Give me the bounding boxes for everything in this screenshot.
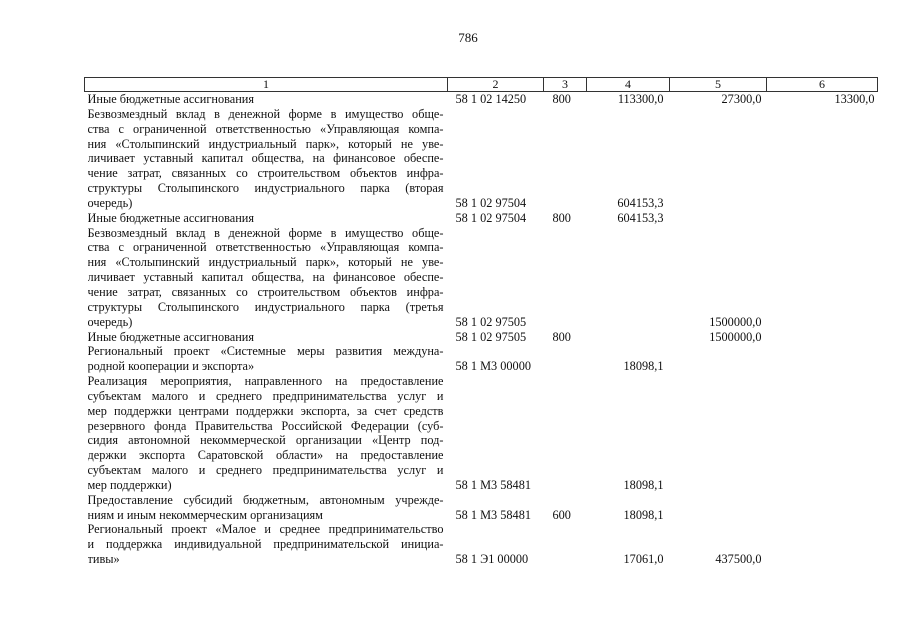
row-description (85, 522, 448, 567)
row-description (85, 374, 448, 493)
amount-col-4 (587, 330, 670, 345)
description-line: Предоставление субсидий бюджетным, автономным учрежде- (87, 492, 444, 507)
row-description (85, 493, 448, 523)
description-line: ния «Столыпинский индустриальный парк», который не уве- (87, 255, 444, 270)
amount-col-5: 27300,0 (721, 92, 762, 106)
expense-type (544, 344, 587, 374)
amount-col-4: 113300,0 (617, 92, 664, 106)
table-row (85, 107, 878, 211)
description-line: очередь) (87, 195, 133, 210)
header-col-4: 4 (587, 78, 670, 92)
expense-type: 800 (552, 210, 571, 225)
description-line: держки экспорта Саратовской области» на предоставление (87, 448, 444, 463)
description-line: Безвозмездный вклад в денежной форме в имущество обще- (87, 225, 444, 240)
classification-code: 58 1 02 14250 (455, 92, 527, 106)
description-line: субъектам малого и среднего предпринимательства услуг и (87, 388, 444, 403)
description-line: очередь) (87, 314, 133, 329)
amount-col-4: 18098,1 (623, 507, 664, 522)
description-line: резервного фонда Правительства Российской Федерации (суб- (87, 418, 444, 433)
amount-col-4 (587, 226, 670, 330)
classification-code: 58 1 02 97505 (455, 329, 527, 344)
description-line: родной кооперации и экспорта» (87, 359, 255, 374)
description-line: субъектам малого и среднего предпринимательства услуг и (87, 463, 444, 478)
amount-col-6 (767, 493, 878, 523)
amount-col-5 (670, 344, 767, 374)
amount-col-5: 437500,0 (715, 552, 762, 567)
header-col-5: 5 (670, 78, 767, 92)
description-line: ства с ограниченной ответственностью «Управляющая компа- (87, 121, 444, 136)
amount-col-6 (767, 211, 878, 226)
amount-col-5 (670, 211, 767, 226)
amount-col-4: 18098,1 (623, 477, 664, 492)
classification-code: 58 1 М3 58481 (455, 477, 531, 492)
header-col-3: 3 (544, 78, 587, 92)
table-row (85, 92, 878, 107)
description-line: ства с ограниченной ответственностью «Управляющая компа- (87, 240, 444, 255)
expense-type (544, 522, 587, 567)
header-col-1: 1 (85, 78, 448, 92)
amount-col-5 (670, 107, 767, 211)
table-row (85, 374, 878, 493)
row-description (85, 211, 448, 226)
expense-type: 800 (552, 329, 571, 344)
row-description (85, 344, 448, 374)
amount-col-6 (767, 107, 878, 211)
table-row (85, 330, 878, 345)
amount-col-5 (670, 374, 767, 493)
table-row (85, 493, 878, 523)
amount-col-6 (767, 522, 878, 567)
description-line: мер поддержки) (87, 477, 172, 492)
description-line: Иные бюджетные ассигнования (87, 210, 255, 225)
table-row (85, 211, 878, 226)
classification-code: 58 1 Э1 00000 (455, 552, 529, 567)
expense-type (544, 374, 587, 493)
description-line: и поддержка индивидуальной предпринимательской инициа- (87, 537, 444, 552)
description-line: структуры Столыпинского индустриального парка (третья (87, 299, 444, 314)
description-line: Безвозмездный вклад в денежной форме в имущество обще- (87, 106, 444, 121)
expense-type (544, 226, 587, 330)
description-line: Иные бюджетные ассигнования (87, 329, 255, 344)
header-col-2: 2 (448, 78, 544, 92)
table-row (85, 226, 878, 330)
description-line: личивает уставный капитал общества, на финансовое обеспе- (87, 151, 444, 166)
row-description (85, 330, 448, 345)
classification-code: 58 1 02 97505 (455, 314, 527, 329)
expense-type (544, 107, 587, 211)
amount-col-4: 604153,3 (617, 210, 664, 225)
description-line: личивает уставный капитал общества, на финансовое обеспе- (87, 270, 444, 285)
header-col-6: 6 (767, 78, 878, 92)
description-line: Региональный проект «Малое и среднее предпринимательство (87, 522, 444, 537)
amount-col-6 (767, 330, 878, 345)
budget-table (84, 77, 878, 567)
row-description (85, 107, 448, 211)
description-line: структуры Столыпинского индустриального парка (вторая (87, 181, 444, 196)
table-row (85, 522, 878, 567)
description-line: тивы» (87, 552, 120, 567)
amount-col-6 (767, 344, 878, 374)
classification-code: 58 1 М3 00000 (455, 359, 531, 374)
amount-col-6: 13300,0 (834, 92, 875, 106)
classification-code: 58 1 02 97504 (455, 195, 527, 210)
description-line: ниям и иным некоммерческим организациям (87, 507, 323, 522)
page-number: 786 (458, 30, 478, 45)
expense-type: 600 (552, 507, 571, 522)
description-line: чение затрат, связанных со строительством объектов инфра- (87, 284, 444, 299)
row-description (85, 92, 448, 107)
amount-col-5: 1500000,0 (709, 329, 762, 344)
description-line: Реализация мероприятия, направленного на предоставление (87, 374, 444, 389)
description-line: чение затрат, связанных со строительством объектов инфра- (87, 166, 444, 181)
amount-col-4: 18098,1 (623, 359, 664, 374)
amount-col-4: 604153,3 (617, 195, 664, 210)
column-number-header (85, 78, 878, 92)
row-description (85, 226, 448, 330)
amount-col-5 (670, 493, 767, 523)
classification-code: 58 1 М3 58481 (455, 507, 531, 522)
classification-code: 58 1 02 97504 (455, 210, 527, 225)
expense-type: 800 (552, 92, 571, 106)
description-line: мер поддержки центрами поддержки экспорта, за счет средств (87, 403, 444, 418)
amount-col-6 (767, 226, 878, 330)
description-line: ния «Столыпинский индустриальный парк», который не уве- (87, 136, 444, 151)
table-row (85, 344, 878, 374)
amount-col-6 (767, 374, 878, 493)
description-line: сидия автономной некоммерческой организации «Центр под- (87, 433, 444, 448)
description-line: Региональный проект «Системные меры развития междуна- (87, 344, 444, 359)
amount-col-4: 17061,0 (623, 552, 664, 567)
amount-col-5: 1500000,0 (709, 314, 762, 329)
description-line: Иные бюджетные ассигнования (87, 92, 255, 106)
